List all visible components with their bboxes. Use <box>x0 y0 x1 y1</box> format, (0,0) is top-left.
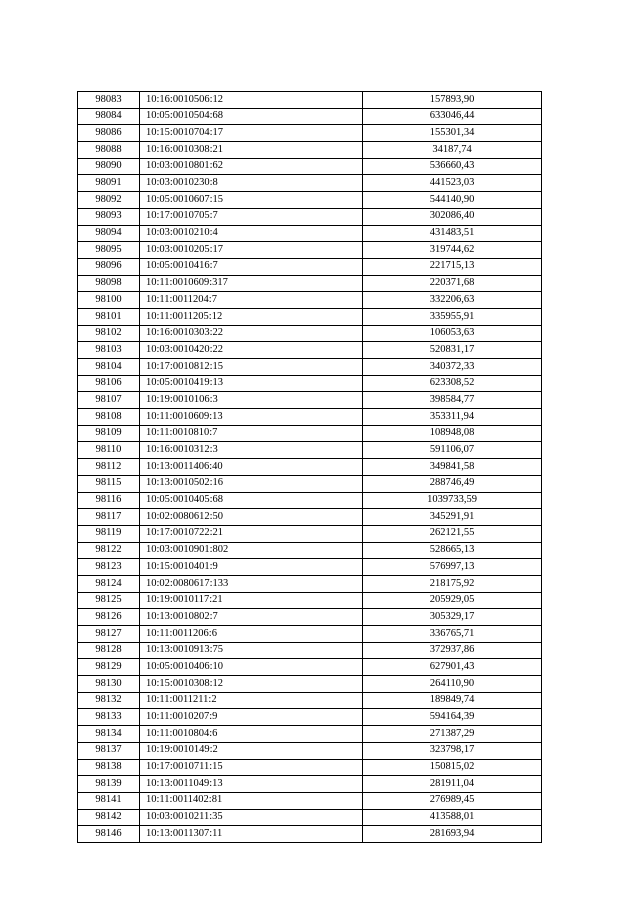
amount-cell: 336765,71 <box>363 626 542 643</box>
table-row <box>78 325 542 342</box>
table-row <box>78 676 542 693</box>
row-id-cell: 98126 <box>78 609 140 626</box>
amount-cell: 218175,92 <box>363 575 542 592</box>
cadastral-number-cell: 10:16:0010506:12 <box>140 92 363 109</box>
amount-cell: 528665,13 <box>363 542 542 559</box>
table-row <box>78 425 542 442</box>
table-row <box>78 108 542 125</box>
cadastral-number-cell: 10:03:0010801:62 <box>140 158 363 175</box>
table-row <box>78 742 542 759</box>
table-row <box>78 559 542 576</box>
cadastral-number-cell: 10:15:0010704:17 <box>140 125 363 142</box>
row-id-cell: 98107 <box>78 392 140 409</box>
table-row <box>78 242 542 259</box>
amount-cell: 221715,13 <box>363 258 542 275</box>
amount-cell: 205929,05 <box>363 592 542 609</box>
table-row <box>78 642 542 659</box>
row-id-cell: 98115 <box>78 475 140 492</box>
cadastral-number-cell: 10:03:0010901:802 <box>140 542 363 559</box>
amount-cell: 220371,68 <box>363 275 542 292</box>
amount-cell: 34187,74 <box>363 142 542 159</box>
row-id-cell: 98083 <box>78 92 140 109</box>
table-row <box>78 592 542 609</box>
cadastral-number-cell: 10:05:0010607:15 <box>140 192 363 209</box>
row-id-cell: 98112 <box>78 459 140 476</box>
table-row <box>78 275 542 292</box>
table-row <box>78 626 542 643</box>
cadastral-number-cell: 10:11:0011211:2 <box>140 692 363 709</box>
row-id-cell: 98127 <box>78 626 140 643</box>
table-row <box>78 92 542 109</box>
amount-cell: 276989,45 <box>363 792 542 809</box>
row-id-cell: 98109 <box>78 425 140 442</box>
row-id-cell: 98146 <box>78 826 140 843</box>
cadastral-number-cell: 10:02:0080612:50 <box>140 509 363 526</box>
row-id-cell: 98095 <box>78 242 140 259</box>
cadastral-number-cell: 10:15:0010401:9 <box>140 559 363 576</box>
row-id-cell: 98128 <box>78 642 140 659</box>
cadastral-number-cell: 10:13:0011406:40 <box>140 459 363 476</box>
cadastral-number-cell: 10:16:0010308:21 <box>140 142 363 159</box>
amount-cell: 319744,62 <box>363 242 542 259</box>
table-row <box>78 726 542 743</box>
cadastral-number-cell: 10:15:0010308:12 <box>140 676 363 693</box>
row-id-cell: 98103 <box>78 342 140 359</box>
table-row <box>78 609 542 626</box>
amount-cell: 520831,17 <box>363 342 542 359</box>
row-id-cell: 98100 <box>78 292 140 309</box>
row-id-cell: 98137 <box>78 742 140 759</box>
table-row <box>78 776 542 793</box>
table-row <box>78 492 542 509</box>
row-id-cell: 98088 <box>78 142 140 159</box>
amount-cell: 302086,40 <box>363 208 542 225</box>
row-id-cell: 98132 <box>78 692 140 709</box>
cadastral-number-cell: 10:05:0010406:10 <box>140 659 363 676</box>
table-row <box>78 142 542 159</box>
table-row <box>78 375 542 392</box>
amount-cell: 431483,51 <box>363 225 542 242</box>
amount-cell: 155301,34 <box>363 125 542 142</box>
row-id-cell: 98117 <box>78 509 140 526</box>
cadastral-number-cell: 10:11:0011402:81 <box>140 792 363 809</box>
cadastral-number-cell: 10:11:0011206:6 <box>140 626 363 643</box>
amount-cell: 332206,63 <box>363 292 542 309</box>
amount-cell: 1039733,59 <box>363 492 542 509</box>
cadastral-number-cell: 10:13:0010913:75 <box>140 642 363 659</box>
amount-cell: 281911,04 <box>363 776 542 793</box>
row-id-cell: 98138 <box>78 759 140 776</box>
cadastral-number-cell: 10:05:0010419:13 <box>140 375 363 392</box>
table-row <box>78 459 542 476</box>
amount-cell: 271387,29 <box>363 726 542 743</box>
data-table <box>77 91 542 843</box>
amount-cell: 413588,01 <box>363 809 542 826</box>
amount-cell: 345291,91 <box>363 509 542 526</box>
table-row <box>78 409 542 426</box>
amount-cell: 108948,08 <box>363 425 542 442</box>
row-id-cell: 98125 <box>78 592 140 609</box>
cadastral-number-cell: 10:16:0010303:22 <box>140 325 363 342</box>
row-id-cell: 98116 <box>78 492 140 509</box>
table-row <box>78 208 542 225</box>
table-row <box>78 258 542 275</box>
table-row <box>78 359 542 376</box>
amount-cell: 323798,17 <box>363 742 542 759</box>
amount-cell: 353311,94 <box>363 409 542 426</box>
amount-cell: 340372,33 <box>363 359 542 376</box>
row-id-cell: 98102 <box>78 325 140 342</box>
cadastral-number-cell: 10:17:0010711:15 <box>140 759 363 776</box>
table-row <box>78 175 542 192</box>
amount-cell: 594164,39 <box>363 709 542 726</box>
cadastral-number-cell: 10:05:0010416:7 <box>140 258 363 275</box>
table-row <box>78 709 542 726</box>
amount-cell: 281693,94 <box>363 826 542 843</box>
cadastral-number-cell: 10:03:0010211:35 <box>140 809 363 826</box>
table-row <box>78 308 542 325</box>
row-id-cell: 98092 <box>78 192 140 209</box>
amount-cell: 335955,91 <box>363 308 542 325</box>
cadastral-number-cell: 10:11:0011205:12 <box>140 308 363 325</box>
amount-cell: 262121,55 <box>363 525 542 542</box>
cadastral-number-cell: 10:03:0010205:17 <box>140 242 363 259</box>
table-row <box>78 475 542 492</box>
cadastral-number-cell: 10:17:0010722:21 <box>140 525 363 542</box>
row-id-cell: 98093 <box>78 208 140 225</box>
row-id-cell: 98124 <box>78 575 140 592</box>
row-id-cell: 98142 <box>78 809 140 826</box>
table-row <box>78 525 542 542</box>
cadastral-number-cell: 10:17:0010812:15 <box>140 359 363 376</box>
cadastral-number-cell: 10:11:0010207:9 <box>140 709 363 726</box>
amount-cell: 189849,74 <box>363 692 542 709</box>
amount-cell: 349841,58 <box>363 459 542 476</box>
cadastral-number-cell: 10:02:0080617:133 <box>140 575 363 592</box>
amount-cell: 623308,52 <box>363 375 542 392</box>
amount-cell: 157893,90 <box>363 92 542 109</box>
cadastral-number-cell: 10:05:0010405:68 <box>140 492 363 509</box>
row-id-cell: 98096 <box>78 258 140 275</box>
table-row <box>78 542 542 559</box>
table-row <box>78 225 542 242</box>
amount-cell: 591106,07 <box>363 442 542 459</box>
cadastral-number-cell: 10:03:0010420:22 <box>140 342 363 359</box>
amount-cell: 536660,43 <box>363 158 542 175</box>
table-row <box>78 125 542 142</box>
amount-cell: 106053,63 <box>363 325 542 342</box>
amount-cell: 627901,43 <box>363 659 542 676</box>
row-id-cell: 98090 <box>78 158 140 175</box>
cadastral-number-cell: 10:13:0011049:13 <box>140 776 363 793</box>
table-row <box>78 575 542 592</box>
table-body <box>78 92 542 843</box>
cadastral-number-cell: 10:19:0010117:21 <box>140 592 363 609</box>
amount-cell: 372937,86 <box>363 642 542 659</box>
row-id-cell: 98094 <box>78 225 140 242</box>
table-row <box>78 158 542 175</box>
table-row <box>78 442 542 459</box>
row-id-cell: 98134 <box>78 726 140 743</box>
table-row <box>78 692 542 709</box>
table-row <box>78 659 542 676</box>
cadastral-number-cell: 10:05:0010504:68 <box>140 108 363 125</box>
cadastral-number-cell: 10:11:0010810:7 <box>140 425 363 442</box>
row-id-cell: 98123 <box>78 559 140 576</box>
table-row <box>78 826 542 843</box>
row-id-cell: 98129 <box>78 659 140 676</box>
amount-cell: 398584,77 <box>363 392 542 409</box>
table-row <box>78 759 542 776</box>
amount-cell: 633046,44 <box>363 108 542 125</box>
row-id-cell: 98101 <box>78 308 140 325</box>
cadastral-number-cell: 10:17:0010705:7 <box>140 208 363 225</box>
cadastral-number-cell: 10:16:0010312:3 <box>140 442 363 459</box>
cadastral-number-cell: 10:03:0010210:4 <box>140 225 363 242</box>
cadastral-number-cell: 10:13:0011307:11 <box>140 826 363 843</box>
table-row <box>78 292 542 309</box>
row-id-cell: 98104 <box>78 359 140 376</box>
cadastral-number-cell: 10:19:0010106:3 <box>140 392 363 409</box>
cadastral-number-cell: 10:13:0010802:7 <box>140 609 363 626</box>
amount-cell: 441523,03 <box>363 175 542 192</box>
row-id-cell: 98139 <box>78 776 140 793</box>
table-row <box>78 792 542 809</box>
amount-cell: 150815,02 <box>363 759 542 776</box>
row-id-cell: 98122 <box>78 542 140 559</box>
row-id-cell: 98110 <box>78 442 140 459</box>
cadastral-number-cell: 10:11:0010609:317 <box>140 275 363 292</box>
table-row <box>78 509 542 526</box>
table-row <box>78 342 542 359</box>
amount-cell: 305329,17 <box>363 609 542 626</box>
row-id-cell: 98119 <box>78 525 140 542</box>
row-id-cell: 98133 <box>78 709 140 726</box>
row-id-cell: 98141 <box>78 792 140 809</box>
cadastral-number-cell: 10:19:0010149:2 <box>140 742 363 759</box>
cadastral-number-cell: 10:11:0011204:7 <box>140 292 363 309</box>
cadastral-number-cell: 10:03:0010230:8 <box>140 175 363 192</box>
row-id-cell: 98106 <box>78 375 140 392</box>
row-id-cell: 98086 <box>78 125 140 142</box>
row-id-cell: 98130 <box>78 676 140 693</box>
row-id-cell: 98091 <box>78 175 140 192</box>
row-id-cell: 98098 <box>78 275 140 292</box>
row-id-cell: 98108 <box>78 409 140 426</box>
cadastral-number-cell: 10:11:0010609:13 <box>140 409 363 426</box>
table-row <box>78 392 542 409</box>
cadastral-number-cell: 10:13:0010502:16 <box>140 475 363 492</box>
table-row <box>78 809 542 826</box>
amount-cell: 264110,90 <box>363 676 542 693</box>
cadastral-number-cell: 10:11:0010804:6 <box>140 726 363 743</box>
row-id-cell: 98084 <box>78 108 140 125</box>
amount-cell: 576997,13 <box>363 559 542 576</box>
amount-cell: 544140,90 <box>363 192 542 209</box>
amount-cell: 288746,49 <box>363 475 542 492</box>
table-row <box>78 192 542 209</box>
